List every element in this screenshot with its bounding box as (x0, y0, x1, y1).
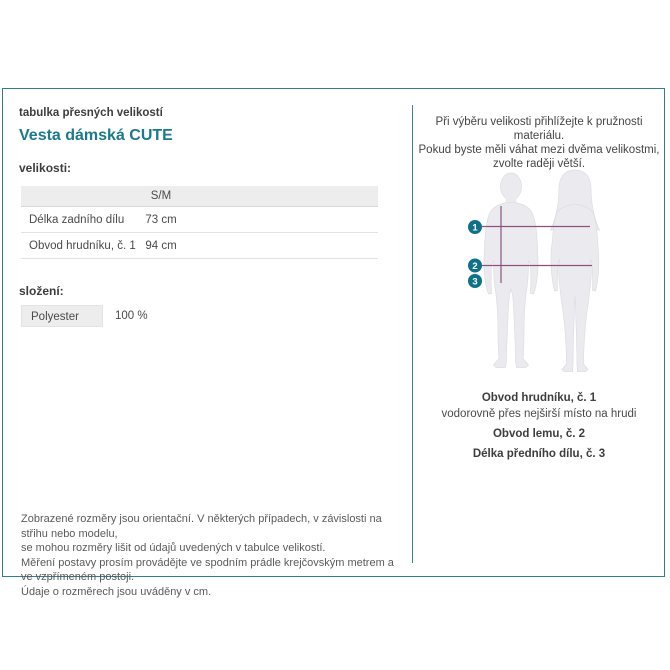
measurement-value: 94 cm (145, 239, 177, 252)
table-row (21, 233, 378, 259)
measurement-value: 73 cm (145, 213, 177, 226)
composition-heading: složení: (19, 284, 64, 298)
marker-2-label: 2 (472, 260, 478, 272)
table-row (21, 207, 378, 233)
measure-markers (468, 220, 482, 288)
measure-label-hem: Obvod lemu, č. 2 (492, 428, 586, 440)
panel-divider (412, 105, 413, 563)
advice-line: zvolte raději větší. (492, 158, 586, 170)
measurement-name: Délka zadního dílu (29, 213, 125, 226)
measure-label-chest-desc: vodorovně přes nejširší místo na hrudi (441, 408, 637, 420)
measure-label-front-length: Délka předního dílu, č. 3 (472, 448, 606, 460)
measure-label-chest: Obvod hrudníku, č. 1 (481, 392, 597, 404)
female-body (551, 204, 599, 371)
content-card (2, 88, 665, 598)
composition-row (21, 305, 378, 327)
advice-line: Při výběru velikosti přihlížejte k pružnosti materiálu. (435, 116, 643, 142)
marker-3-label: 3 (472, 276, 478, 288)
size-advice-text (413, 115, 665, 171)
table-subtitle: tabulka přesných velikostí (19, 107, 163, 119)
measurement-name: Obvod hrudníku, č. 1 (29, 239, 136, 252)
disclaimer-line: Zobrazené rozměry jsou orientační. V některých případech, v závislosti na střihu nebo modelu, (21, 513, 382, 540)
size-table-header-row (21, 186, 378, 207)
female-silhouette (551, 170, 600, 372)
material-percentage: 100 % (115, 310, 148, 322)
material-name-cell: Polyester (21, 305, 103, 327)
product-title: Vesta dámská CUTE (19, 127, 173, 144)
size-column-header: S/M (150, 190, 172, 202)
disclaimer-line: se mohou rozměry lišit od údajů uvedených v tabulce velikostí. (21, 542, 326, 554)
marker-1-label: 1 (472, 222, 478, 234)
sizes-heading: velikosti: (19, 161, 72, 175)
disclaimer-line: Údaje o rozměrech jsou uváděny v cm. (21, 585, 212, 598)
disclaimer-line: Měření postavy prosím provádějte ve spodním prádle krejčovským metrem a ve vzpřímeném postoji. (21, 556, 394, 583)
body-measurement-diagram (455, 165, 660, 380)
advice-line: Pokud byste měli váhat mezi dvěma velikostmi, (418, 144, 660, 156)
male-silhouette (484, 173, 538, 368)
size-table (21, 186, 378, 259)
measurement-diagram-svg (455, 165, 660, 380)
disclaimer-text (21, 512, 401, 599)
